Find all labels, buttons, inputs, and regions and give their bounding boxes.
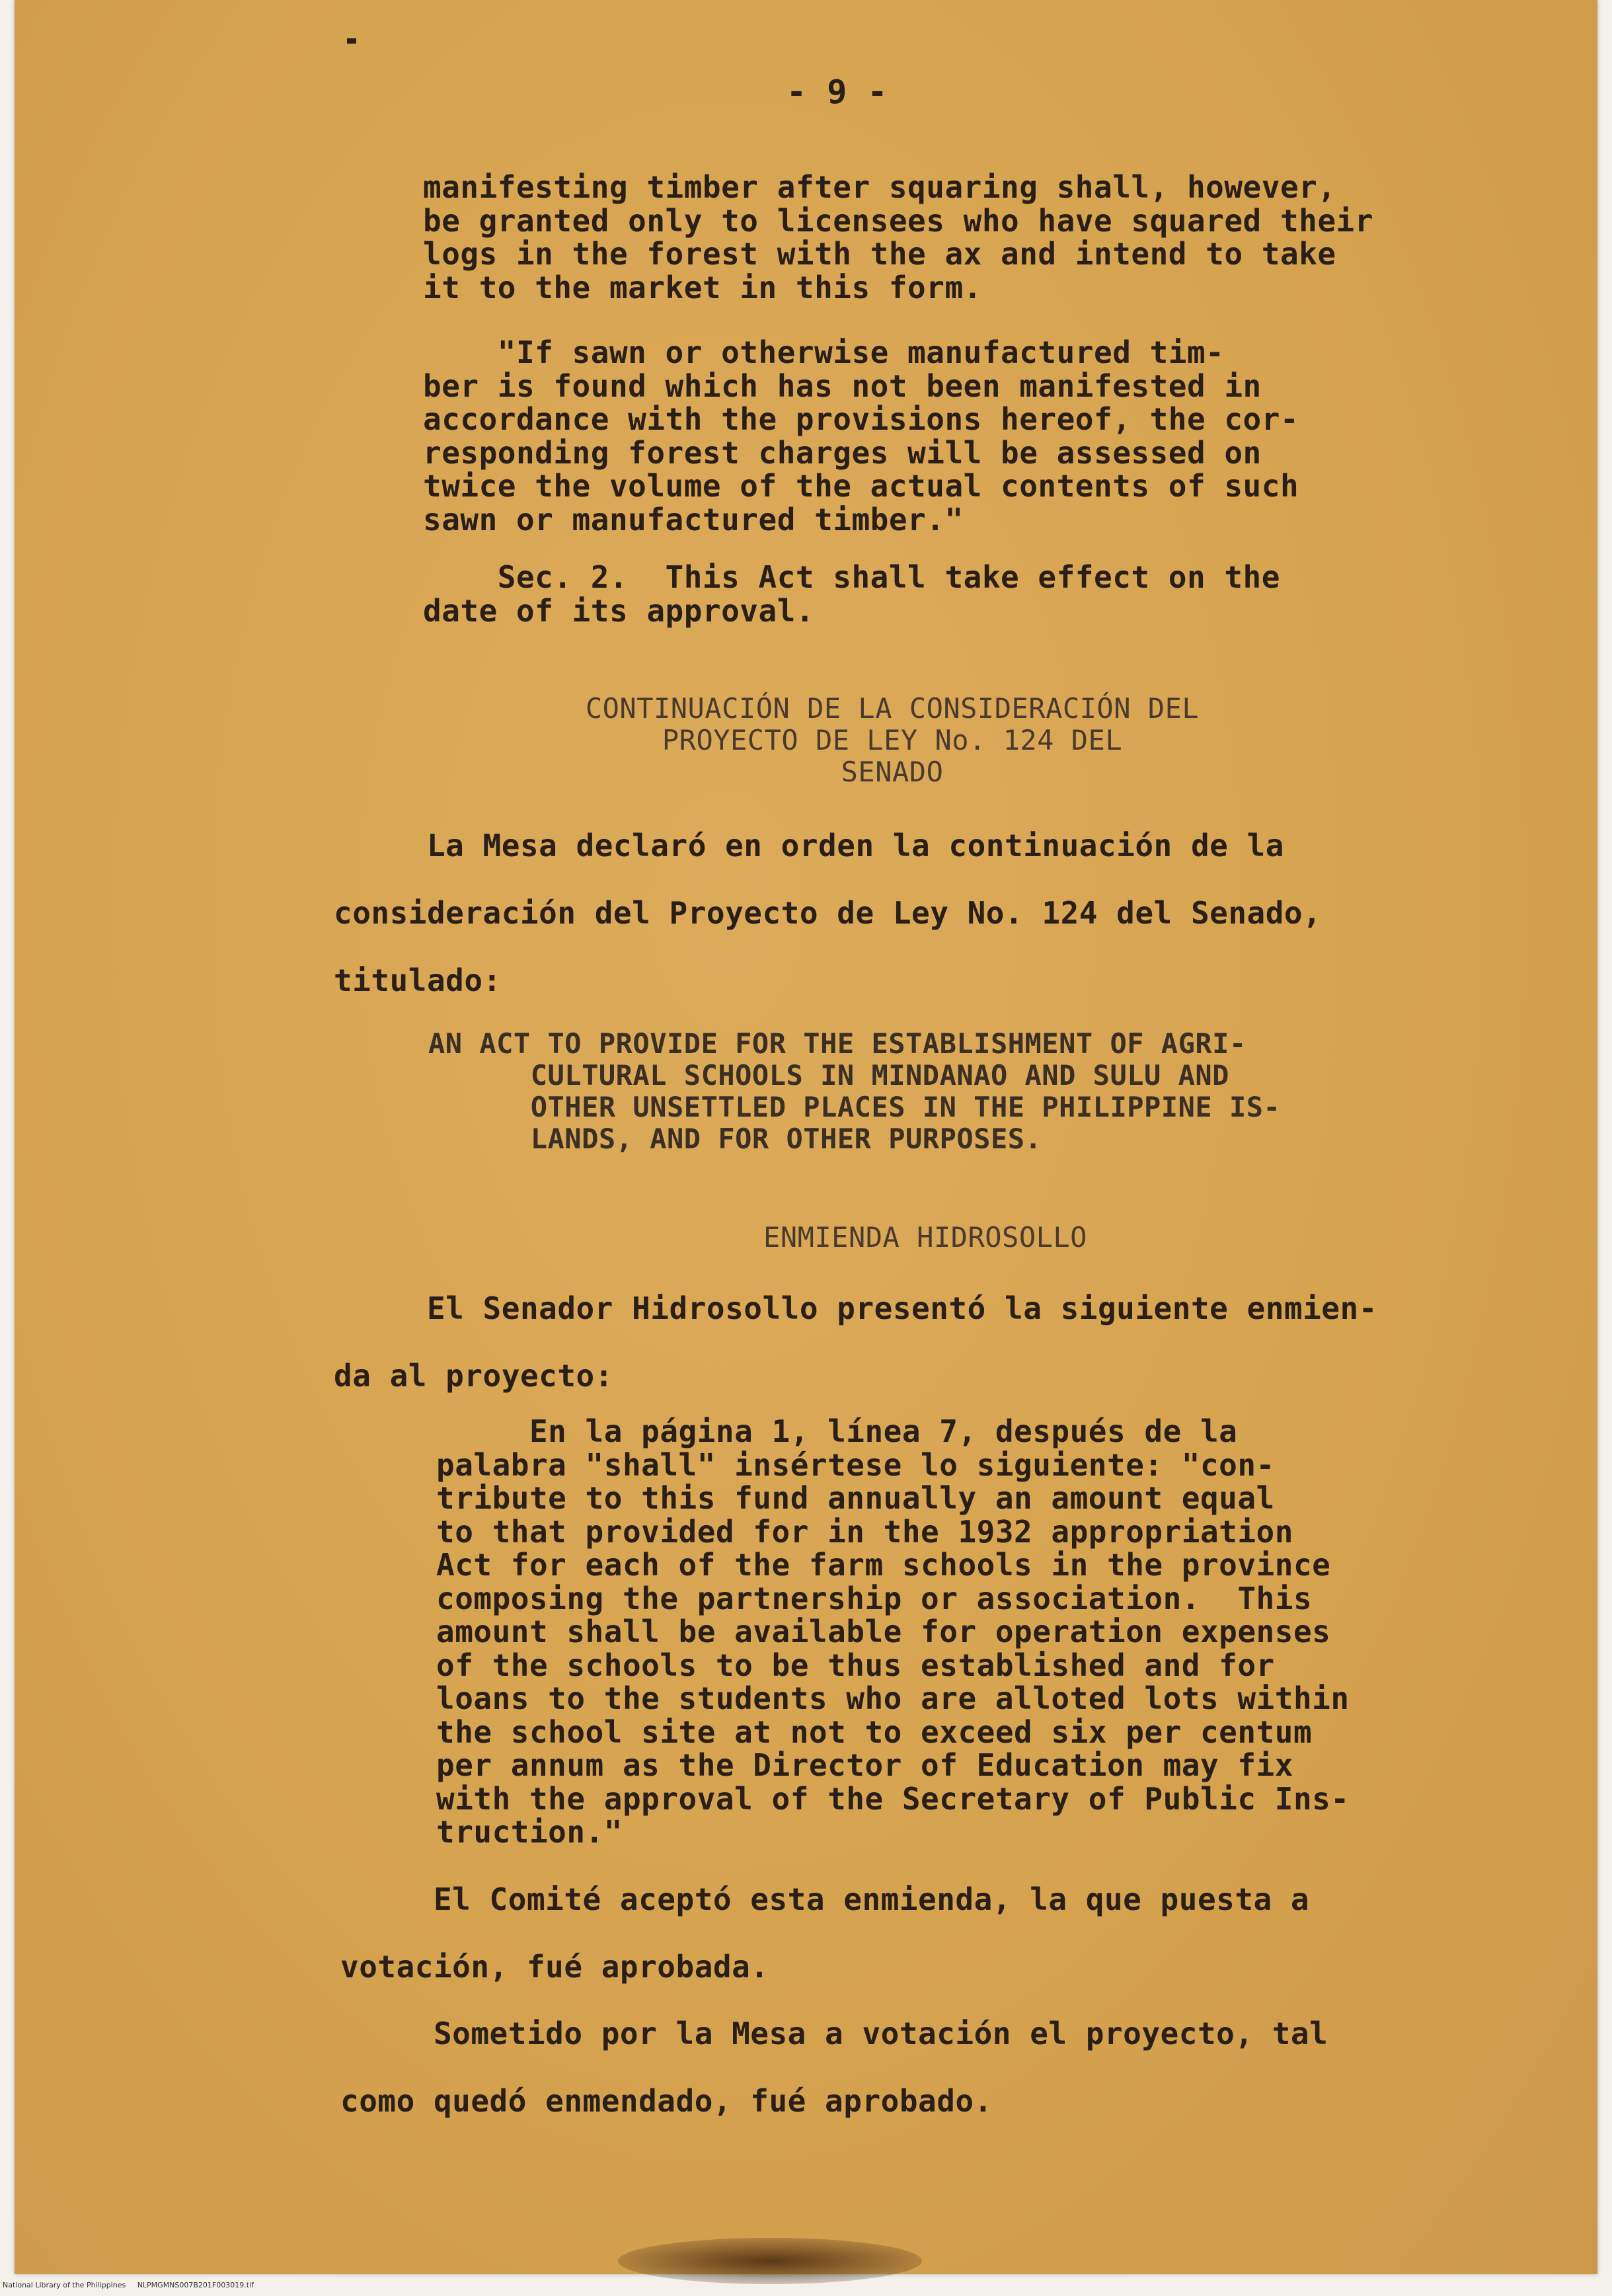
amendment-text: En la página 1, línea 7, después de la palabra "shall" insértese lo siguiente: "con- tribute to this fund annually an amount equal to that provided for in the 1932 appropriation Act for each of the farm schools in the province composing the partnership or association. This amount shall be available for operation expenses of the schools to be thus established and for loans to the students who are alloted lots within the school site at not to exceed six per centum per annum as the Director of Education may fix with the approval of the Secretary of Public Ins- truction."	[436, 1413, 1350, 1850]
paragraph-sawn-timber: "If sawn or otherwise manufactured tim- ber is found which has not been manifested in accordance with the provisions hereof, the cor- responding forest charges will be assessed on twice the volume of the actual contents of such sawn or manufactured timber."	[423, 335, 1299, 537]
bill-title: AN ACT TO PROVIDE FOR THE ESTABLISHMENT OF AGRI- CULTURAL SCHOOLS IN MINDANAO AND SULU AND OTHER UNSETTLED PLACES IN THE PHILIPPINE IS- LANDS, AND FOR OTHER PURPOSES.	[428, 1027, 1281, 1155]
paragraph-manifesting-timber: manifesting timber after squaring shall, however, be granted only to licensees who have squared their logs in the forest with the ax and intend to take it to the market in this form.	[423, 169, 1373, 305]
heading-continuacion: CONTINUACIÓN DE LA CONSIDERACIÓN DEL PROYECTO DE LEY No. 124 DEL SENADO	[585, 692, 1200, 788]
paragraph-senador-presento: El Senador Hidrosollo presentó la siguiente enmien- da al proyecto:	[334, 1290, 1377, 1394]
paragraph-sometido-aprobado: Sometido por la Mesa a votación el proyecto, tal como quedó enmendado, fué aprobado.	[340, 2016, 1328, 2119]
paragraph-comite-acepto: El Comité aceptó esta enmienda, la que puesta a votación, fué aprobada.	[340, 1881, 1310, 1985]
archive-footer: National Library of the Philippines NLPMGMNS007B201F003019.tif	[3, 2281, 254, 2289]
paragraph-la-mesa-declaro: La Mesa declaró en orden la continuación de la consideración del Proyecto de Ley No. 124 del Senado, titulado:	[334, 828, 1322, 998]
paper-stain	[618, 2238, 922, 2284]
heading-enmienda-hidrosollo: ENMIENDA HIDROSOLLO	[763, 1221, 1087, 1253]
page-number: - 9 -	[787, 73, 888, 111]
paragraph-section-2: Sec. 2. This Act shall take effect on the date of its approval.	[423, 559, 1280, 629]
paper-mark	[347, 38, 356, 44]
